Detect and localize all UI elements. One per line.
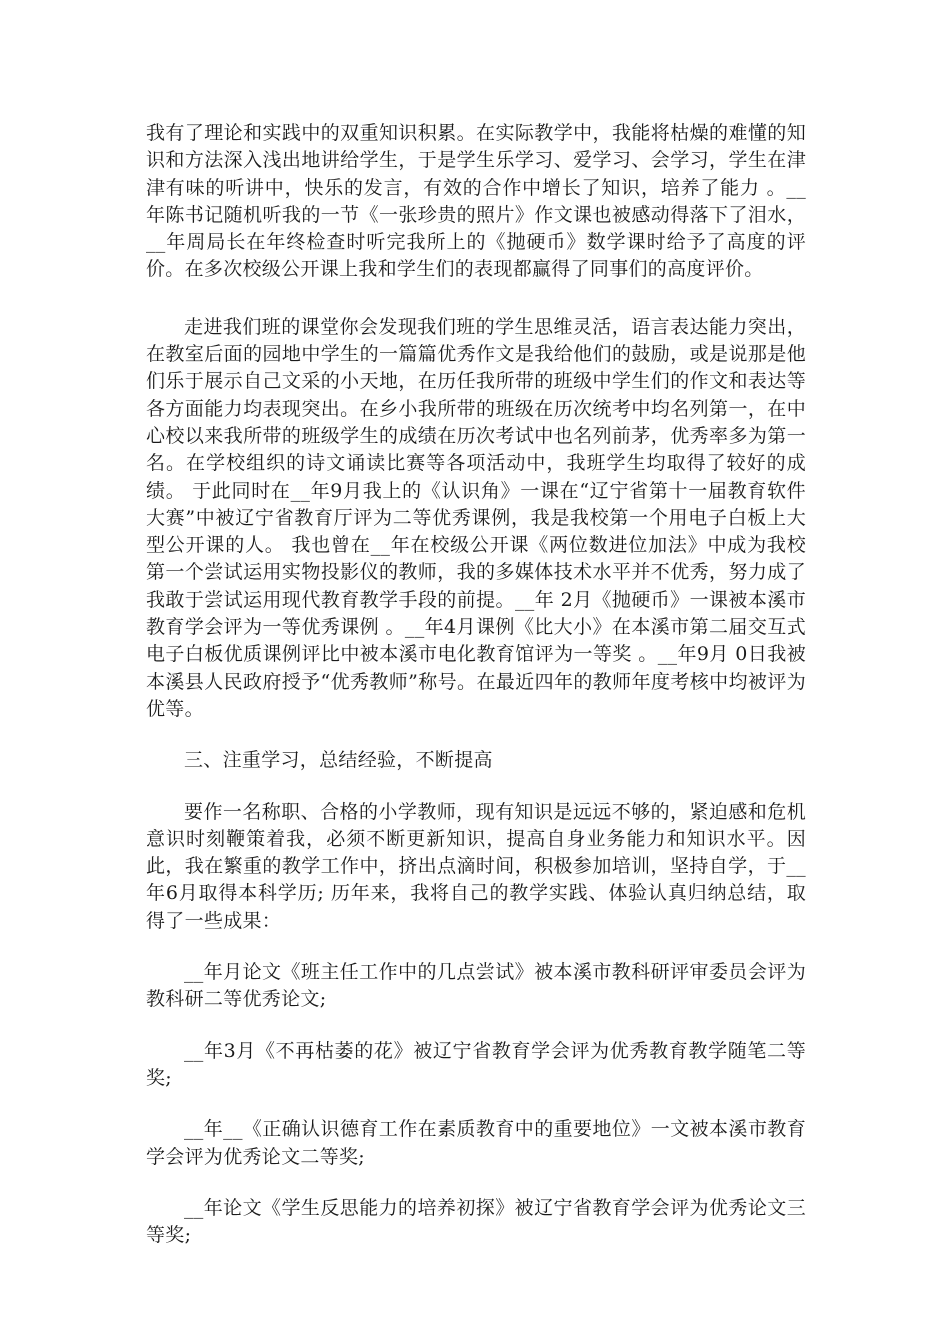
document-page	[146, 120, 806, 1273]
paragraph-continuous-learning: 要作一名称职、合格的小学教师，现有知识是远远不够的，紧迫感和危机意识时刻鞭策着我，必须不断更新知识，提高自身业务能力和知识水平。因此，我在繁重的教学工作中，挤出点滴时间，积极参加培训，坚持自学，于__年6月取得本科学历; 历年来，我将自己的教学实践、体验认真归纳总结，取得了一些成果：	[146, 800, 806, 932]
achievement-item: __年论文《学生反思能力的培养初探》被辽宁省教育学会评为优秀论文三等奖;	[146, 1196, 806, 1247]
paragraph-teaching-practice: 我有了理论和实践中的双重知识积累。在实际教学中，我能将枯燥的难懂的知识和方法深入浅出地讲给学生，于是学生乐学习、爱学习、会学习，学生在津津有味的听讲中，快乐的发言，有效的合作中增长了知识，培养了能力 。__年陈书记随机听我的一节《一张珍贵的照片》作文课也被感动得落下了泪水，__年周局长在年终检查时听完我所上的《抛硬币》数学课时给予了高度的评价。在多次校级公开课上我和学生们的表现都赢得了同事们的高度评价。	[146, 122, 806, 281]
achievement-item: __年3月《不再枯萎的花》被辽宁省教育学会评为优秀教育教学随笔二等奖;	[146, 1039, 806, 1089]
achievement-item: __年__《正确认识德育工作在素质教育中的重要地位》一文被本溪市教育学会评为优秀论文二等奖;	[146, 1118, 806, 1168]
achievement-item: __年月论文《班主任工作中的几点尝试》被本溪市教科研评审委员会评为教科研二等优秀论文;	[146, 961, 806, 1011]
paragraph-class-achievements: 走进我们班的课堂你会发现我们班的学生思维灵活，语言表达能力突出，在教室后面的园地中学生的一篇篇优秀作文是我给他们的鼓励，或是说那是他们乐于展示自己文采的小天地，在历任我所带的班级中学生们的作文和表达等各方面能力均表现突出。在乡小我所带的班级在历次统考中均名列第一，在中心校以来我所带的班级学生的成绩在历次考试中也名列前茅，优秀率多为第一名。在学校组织的诗文诵读比赛等各项活动中，我班学生均取得了较好的成绩。 于此同时在__年9月我上的《认识角》一课在“辽宁省第十一届教育软件大赛”中被辽宁省教育厅评为二等优秀课例，我是我校第一个用电子白板上大型公开课的人。 我也曾在__年在校级公开课《两位数进位加法》中成为我校第一个尝试运用实物投影仪的教师，我的多媒体技术水平并不优秀，努力成了我敢于尝试运用现代教育教学手段的前提。__年 2月《抛硬币》一课被本溪市教育学会评为一等优秀课例 。__年4月课例《比大小》在本溪市第二届交互式电子白板优质课例评比中被本溪市电化教育馆评为一等奖 。__年9月 0日我被本溪县人民政府授予“优秀教师”称号。在最近四年的教师年度考核中均被评为优等。	[146, 315, 806, 720]
section-heading-3: 三、注重学习，总结经验，不断提高	[184, 749, 493, 772]
